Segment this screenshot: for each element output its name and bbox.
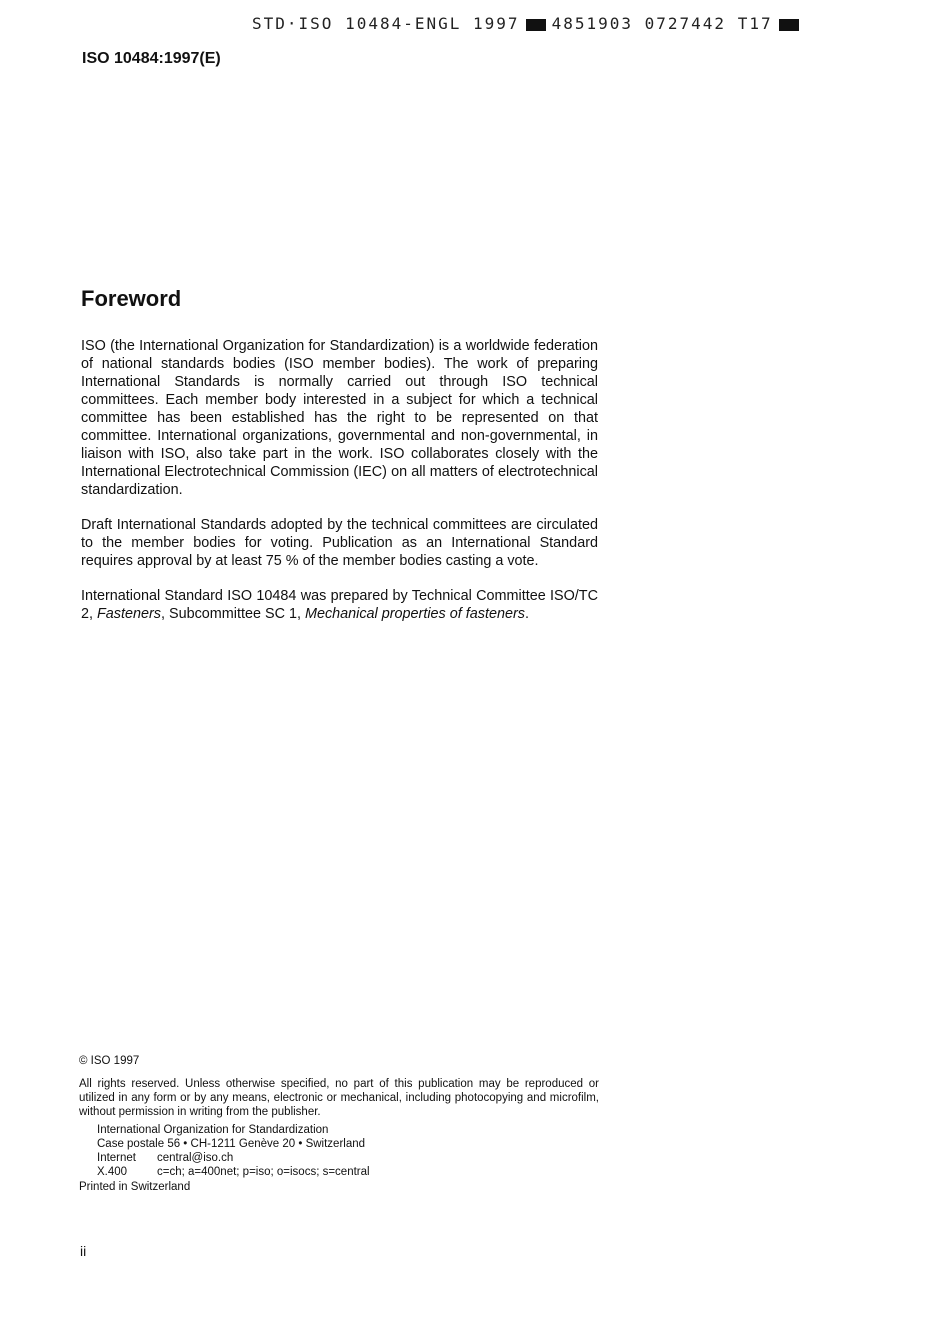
- paragraph-3: [81, 587, 598, 623]
- paragraph-3-italic-mechanical: Mechanical properties of fasteners: [304, 606, 525, 622]
- publisher-org: International Organization for Standardization: [97, 1124, 329, 1136]
- internet-row: [97, 1151, 599, 1165]
- stamp-block-2: [779, 19, 799, 31]
- stamp-code-right: 4851903 0727442 T17: [551, 14, 773, 33]
- document-id: ISO 10484:1997(E): [82, 50, 221, 67]
- x400-label: X.400: [97, 1166, 128, 1178]
- publisher-address: [79, 1123, 599, 1179]
- stamp-code-left: STD·ISO 10484-ENGL 1997: [252, 14, 520, 33]
- printed-in: Printed in Switzerland: [79, 1181, 191, 1193]
- paragraph-1: ISO (the International Organization for Standardization) is a worldwide federation of national standards bodies (ISO member bodies). The work of preparing International Standards is normally carried out through ISO technical committees. Each member body interested in a subject for which a technical committee has been established has the right to be represented on that committee. International organizations, governmental and non-governmental, in liaison with ISO, also take part in the work. ISO collaborates closely with the International Electrotechnical Commission (IEC) on all matters of electrotechnical standardization.: [81, 338, 598, 498]
- publisher-postal: Case postale 56 • CH-1211 Genève 20 • Switzerland: [97, 1138, 366, 1150]
- copyright-footer: [79, 1054, 599, 1194]
- paragraph-2: Draft International Standards adopted by the technical committees are circulated to the member bodies for voting. Publication as an International Standard requires approval by at least 75 % of the member bodies casting a vote.: [81, 517, 598, 569]
- stamp-block-1: [526, 19, 546, 31]
- x400-value: c=ch; a=400net; p=iso; o=isocs; s=central: [157, 1166, 370, 1178]
- internet-label: Internet: [97, 1152, 136, 1164]
- copyright-line: © ISO 1997: [79, 1055, 140, 1067]
- internet-value: central@iso.ch: [157, 1152, 234, 1164]
- paragraph-3-italic-fasteners: Fasteners: [97, 606, 161, 622]
- paragraph-3-text-a: International Standard ISO 10484 was prepared by Technical Committee ISO/TC 2,: [81, 588, 598, 622]
- foreword-body: [81, 337, 598, 623]
- paragraph-3-text-e: .: [524, 606, 529, 622]
- x400-row: [97, 1165, 599, 1179]
- page-number: ii: [80, 1243, 87, 1259]
- print-stamp: [252, 14, 805, 33]
- page-title: Foreword: [81, 286, 182, 311]
- paragraph-3-text-c: , Subcommittee SC 1,: [161, 606, 305, 622]
- rights-notice: All rights reserved. Unless otherwise specified, no part of this publication may be reproduced or utilized in any form or by any means, electronic or mechanical, including photocopying and microfilm, without permission in writing from the publisher.: [79, 1078, 599, 1118]
